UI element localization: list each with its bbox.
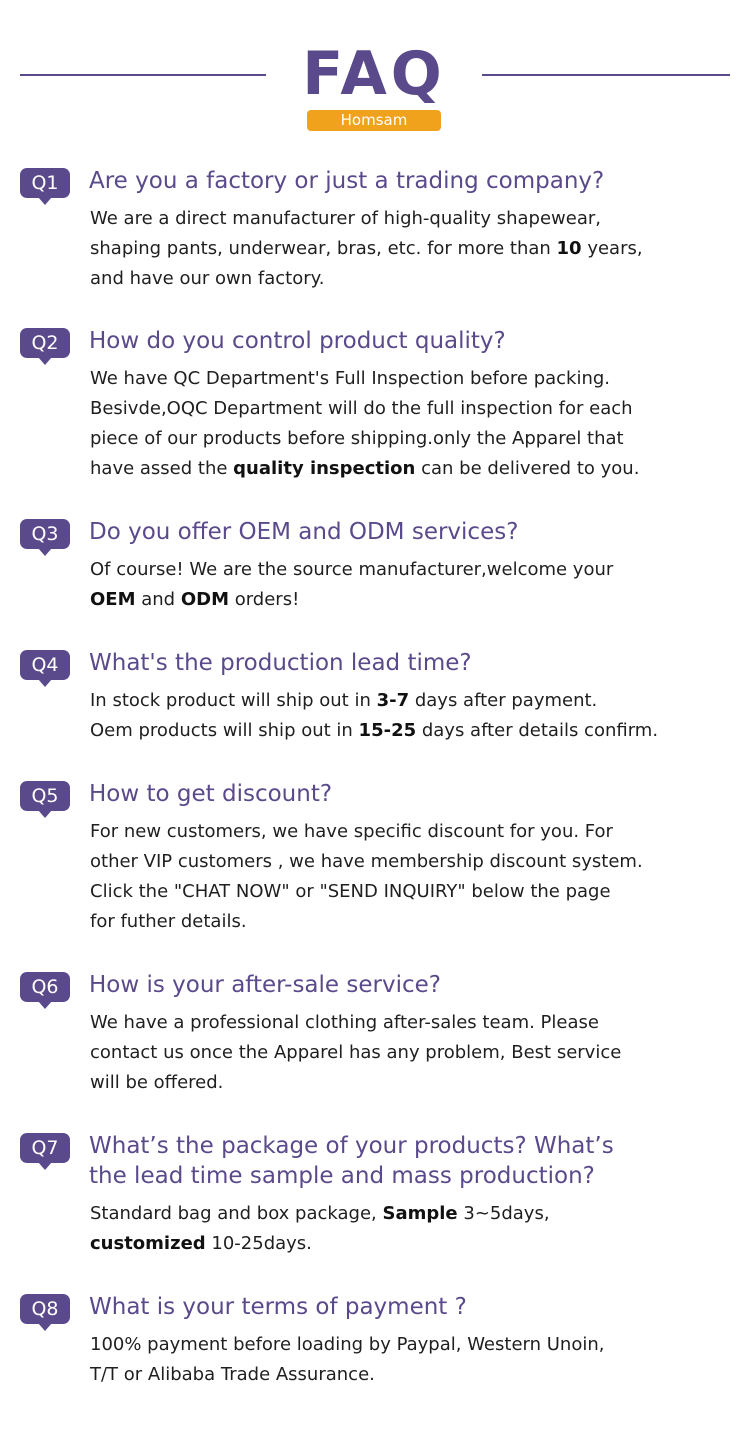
- question-badge: Q5: [20, 781, 70, 811]
- question-text: What's the production lead time?: [89, 650, 472, 676]
- question-text: What’s the package of your products? What’s the lead time sample and mass production?: [89, 1133, 614, 1189]
- brand-badge: Homsam: [307, 110, 441, 131]
- answer-text: For new customers, we have specific discount for you. For other VIP customers , we have membership discount system. Click the "CHAT NOW" or "SEND INQUIRY" below the page for futher details.: [90, 821, 643, 932]
- answer-text: 100% payment before loading by Paypal, Western Unoin, T/T or Alibaba Trade Assurance.: [90, 1334, 605, 1385]
- answer-text: Of course! We are the source manufacturer,welcome your OEM and ODM orders!: [90, 559, 614, 610]
- answer-text: We have a professional clothing after-sales team. Please contact us once the Apparel has any problem, Best service will be offered.: [90, 1012, 622, 1093]
- faq-header: [0, 0, 750, 140]
- page-title: FAQ: [302, 39, 446, 109]
- question-badge: Q3: [20, 519, 70, 549]
- question-badge: Q8: [20, 1294, 70, 1324]
- answer-text: Standard bag and box package, Sample 3~5days, customized 10-25days.: [90, 1203, 550, 1254]
- question-badge: Q4: [20, 650, 70, 680]
- question-text: How to get discount?: [89, 781, 333, 807]
- question-text: Are you a factory or just a trading company?: [89, 168, 605, 194]
- question-badge: Q2: [20, 328, 70, 358]
- question-badge: Q1: [20, 168, 70, 198]
- question-badge: Q7: [20, 1133, 70, 1163]
- answer-text: We have QC Department's Full Inspection before packing. Besivde,OQC Department will do the full inspection for each piece of our products before shipping.only the Apparel that have assed the quality inspection can be delivered to you.: [90, 368, 640, 479]
- question-text: What is your terms of payment ?: [89, 1294, 467, 1320]
- header-divider-right: [482, 74, 730, 76]
- answer-text: We are a direct manufacturer of high-quality shapewear, shaping pants, underwear, bras, etc. for more than 10 years, and have our own factory.: [90, 208, 643, 289]
- question-badge: Q6: [20, 972, 70, 1002]
- header-divider-left: [20, 74, 266, 76]
- question-text: Do you offer OEM and ODM services?: [89, 519, 519, 545]
- question-text: How is your after-sale service?: [89, 972, 441, 998]
- answer-text: In stock product will ship out in 3-7 days after payment. Oem products will ship out in 15-25 days after details confirm.: [90, 690, 659, 741]
- question-text: How do you control product quality?: [89, 328, 506, 354]
